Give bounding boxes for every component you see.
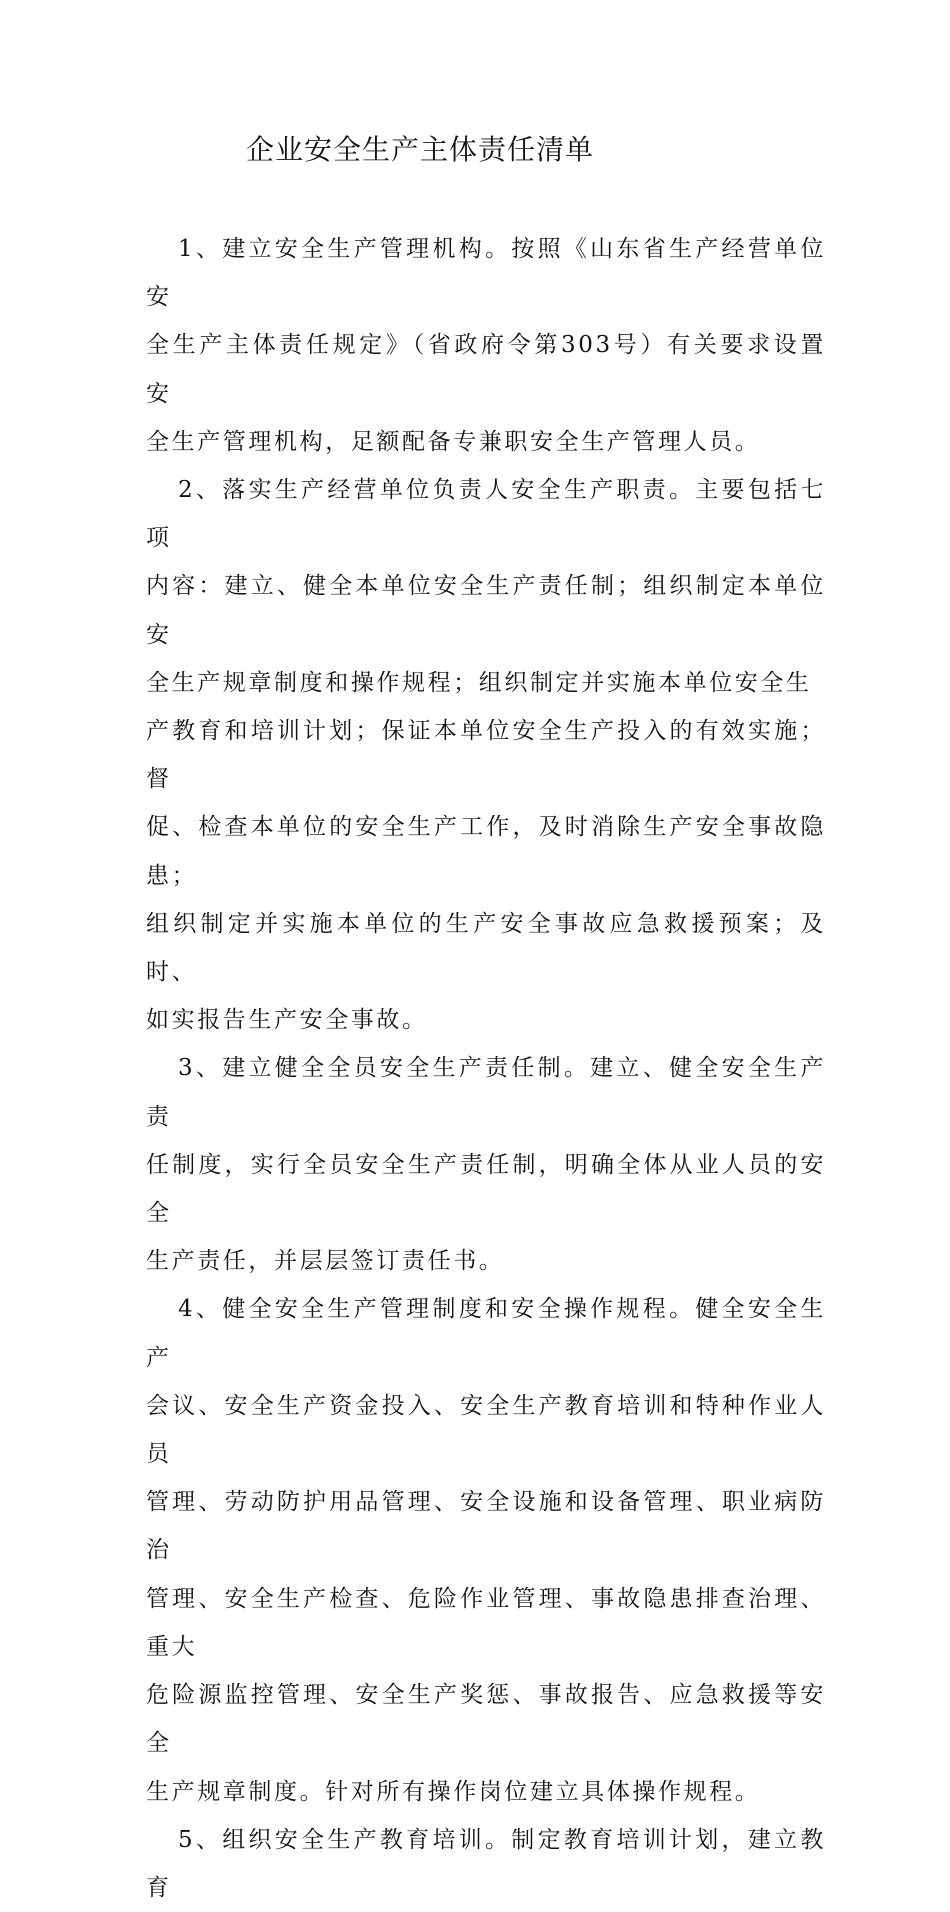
- document-title: 企业安全生产主体责任清单: [246, 133, 595, 166]
- paragraph-line: 管理、安全生产检查、危险作业管理、事故隐患排查治理、重大: [146, 1585, 826, 1660]
- paragraph-5: [146, 1816, 826, 1912]
- paragraph-line: 生产责任，并层层签订责任书。: [146, 1248, 505, 1275]
- document-body: [146, 225, 826, 1912]
- paragraph-line: 危险源监控管理、安全生产奖惩、事故报告、应急救援等安全: [146, 1682, 826, 1757]
- paragraph-line: 3、建立健全全员安全生产责任制。建立、健全安全生产责: [146, 1055, 826, 1130]
- paragraph-line: 1、建立安全生产管理机构。按照《山东省生产经营单位安: [146, 236, 826, 311]
- paragraph-line: 任制度，实行全员安全生产责任制，明确全体从业人员的安全: [146, 1151, 826, 1227]
- paragraph-line: 内容：建立、健全本单位安全生产责任制；组织制定本单位安: [146, 573, 826, 648]
- paragraph-line: 产教育和培训计划；保证本单位安全生产投入的有效实施；督: [146, 718, 826, 793]
- paragraph-2: [146, 466, 826, 1044]
- paragraph-line: 4、健全安全生产管理制度和安全操作规程。健全安全生产: [146, 1296, 826, 1371]
- paragraph-line: 如实报告生产安全事故。: [146, 1007, 428, 1034]
- paragraph-line: 生产规章制度。针对所有操作岗位建立具体操作规程。: [146, 1778, 761, 1805]
- paragraph-3: [146, 1044, 826, 1285]
- paragraph-line: 2、落实生产经营单位负责人安全生产职责。主要包括七项: [146, 477, 826, 552]
- paragraph-4: [146, 1285, 826, 1815]
- paragraph-line: 会议、安全生产资金投入、安全生产教育培训和特种作业人员: [146, 1392, 826, 1468]
- paragraph-line: 组织制定并实施本单位的生产安全事故应急救援预案；及时、: [146, 910, 826, 986]
- paragraph-line: 全生产规章制度和操作规程；组织制定并实施本单位安全生: [146, 669, 812, 696]
- paragraph-line: 促、检查本单位的安全生产工作，及时消除生产安全事故隐患；: [146, 814, 826, 889]
- paragraph-line: 5、组织安全生产教育培训。制定教育培训计划，建立教育: [146, 1826, 826, 1901]
- paragraph-line: 全生产主体责任规定》（省政府令第303号）有关要求设置安: [146, 332, 826, 407]
- paragraph-1: [146, 225, 826, 466]
- paragraph-line: 管理、劳动防护用品管理、安全设施和设备管理、职业病防治: [146, 1489, 826, 1564]
- paragraph-line: 全生产管理机构，足额配备专兼职安全生产管理人员。: [146, 428, 761, 455]
